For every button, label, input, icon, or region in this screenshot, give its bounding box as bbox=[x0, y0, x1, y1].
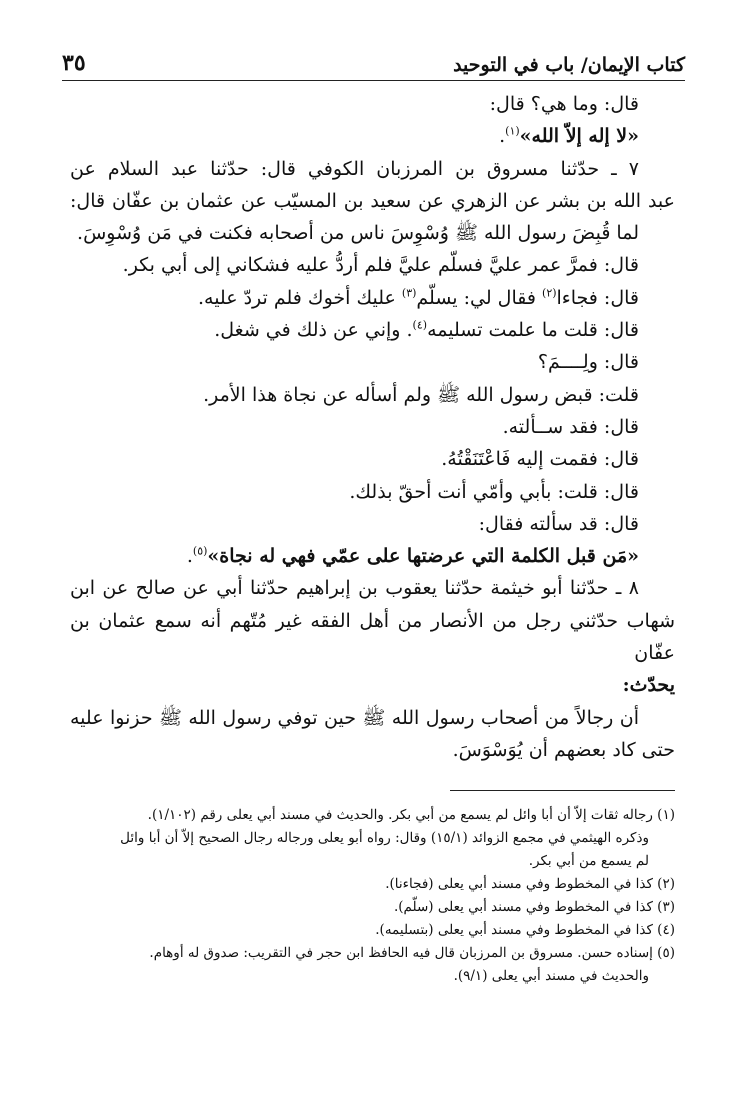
footnote-1: (١) رجاله ثقات إلاّ أن أبا وائل لم يسمع من أبي بكر. والحديث في مسند أبي يعلى رقم (١/١٠٢). bbox=[147, 807, 675, 823]
punctuation: . bbox=[186, 545, 193, 568]
text-line: أن رجالاً من أصحاب رسول الله ﷺ حين توفي رسول الله ﷺ حزنوا عليه bbox=[70, 706, 639, 729]
text-segment: عليك أخوك فلم تردّ عليه. bbox=[197, 286, 402, 309]
text-line: قال: فمرَّ عمر عليَّ فسلّم عليَّ فلم أردُّ عليه فشكاني إلى أبي بكر. bbox=[122, 254, 639, 277]
footnote-ref: (٣) bbox=[401, 286, 417, 300]
punctuation: . bbox=[499, 125, 506, 148]
footnote-3: (٣) كذا في المخطوط وفي مسند أبي يعلى (سلّم). bbox=[393, 899, 675, 915]
footnotes bbox=[70, 804, 675, 988]
page-number: ٣٥ bbox=[62, 50, 86, 76]
footnote-1-cont: لم يسمع من أبي بكر. bbox=[528, 853, 649, 869]
footnote-separator bbox=[450, 790, 675, 791]
footnote-5-cont: والحديث في مسند أبي يعلى (٩/١). bbox=[453, 968, 649, 984]
hadith-start: ٧ ـ حدّثنا مسروق بن المرزبان الكوفي قال: حدّثنا عبد السلام عن bbox=[70, 157, 639, 180]
running-title: كتاب الإيمان/ باب في التوحيد bbox=[453, 54, 685, 76]
text-segment: فقال لي: يسلّم bbox=[416, 286, 543, 309]
quote-text: «لا إله إلاّ الله» bbox=[519, 125, 639, 148]
footnote-1-cont: وذكره الهيثمي في مجمع الزوائد (١٥/١) وقال: رواه أبو يعلى ورجاله رجال الصحيح إلاّ أن أبا وائل bbox=[120, 830, 649, 846]
text-line bbox=[70, 120, 675, 152]
footnote-ref: (٥) bbox=[192, 544, 208, 558]
text-segment: قال: فجاءا bbox=[556, 286, 639, 309]
text-line bbox=[70, 540, 675, 572]
footnote-5: (٥) إسناده حسن. مسروق بن المرزبان قال فيه الحافظ ابن حجر في التقريب: صدوق له أوهام. bbox=[149, 945, 675, 961]
footnote-ref: (١) bbox=[505, 124, 520, 138]
text-line: عبد الله بن بشر عن الزهري عن سعيد بن المسيّب عن عثمان بن عفّان قال: bbox=[70, 189, 675, 212]
quote-text: «مَن قبل الكلمة التي عرضتها على عمّي فهي له نجاة» bbox=[207, 545, 639, 568]
text-line: قال: قلت: بأبي وأمّي أنت أحقّ بذلك. bbox=[349, 480, 639, 503]
text-line: يحدّث: bbox=[622, 674, 675, 697]
text-line: حتى كاد بعضهم أن يُوَسْوَسَ. bbox=[452, 738, 675, 761]
text-segment: . وإني عن ذلك في شغل. bbox=[214, 319, 413, 342]
text-line: شهاب حدّثني رجل من الأنصار من أهل الفقه غير مُتّهم أنه سمع عثمان بن عفّان bbox=[70, 609, 675, 665]
text-line: لما قُبِضَ رسول الله ﷺ وُسْوِسَ ناس من أصحابه فكنت في مَن وُسْوِسَ. bbox=[77, 222, 639, 245]
text-line: قال: ولِــــمَ؟ bbox=[537, 351, 639, 374]
text-line bbox=[70, 314, 675, 346]
text-segment: قال: قلت ما علمت تسليمه bbox=[427, 319, 639, 342]
footnote-4: (٤) كذا في المخطوط وفي مسند أبي يعلى (بتسليمه). bbox=[375, 922, 675, 938]
text-line: قال: فقد ســألته. bbox=[502, 415, 639, 438]
text-line: قال: فقمت إليه فَاعْتَنَقْتُهُ. bbox=[441, 448, 639, 471]
footnote-ref: (٤) bbox=[412, 318, 428, 332]
main-text bbox=[70, 88, 675, 766]
footnote-2: (٢) كذا في المخطوط وفي مسند أبي يعلى (فجاءنا). bbox=[385, 876, 675, 892]
text-line bbox=[70, 282, 675, 314]
text-line: قلت: قبض رسول الله ﷺ ولم أسأله عن نجاة هذا الأمر. bbox=[203, 383, 639, 406]
text-line: قال: وما هي؟ قال: bbox=[489, 93, 639, 115]
page-header bbox=[62, 40, 685, 81]
footnote-ref: (٢) bbox=[542, 286, 557, 300]
text-line: قال: قد سألته فقال: bbox=[478, 512, 639, 535]
hadith-start: ٨ ـ حدّثنا أبو خيثمة حدّثنا يعقوب بن إبراهيم حدّثنا أبي عن صالح عن ابن bbox=[70, 577, 639, 600]
